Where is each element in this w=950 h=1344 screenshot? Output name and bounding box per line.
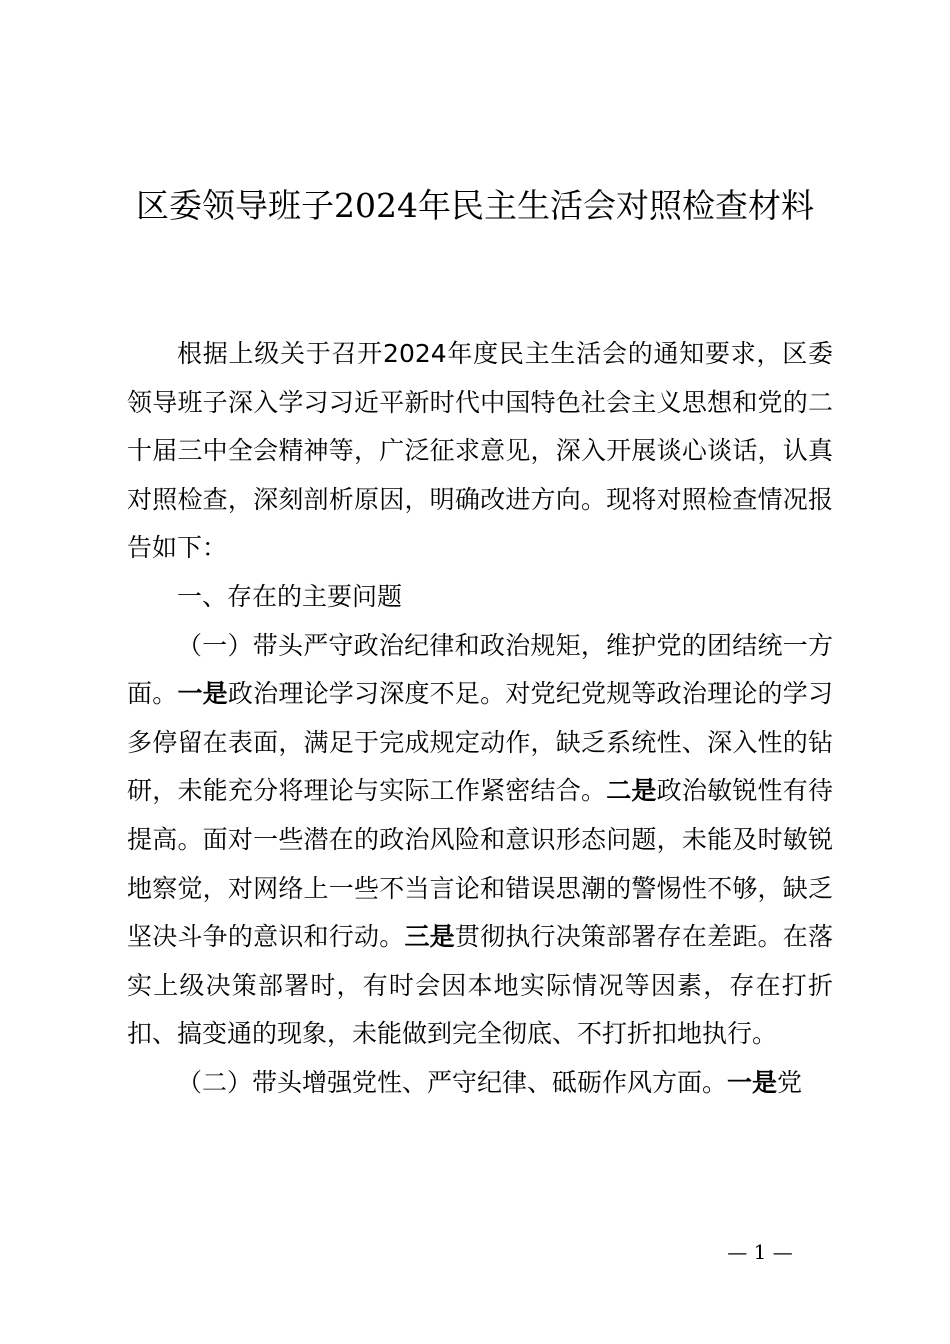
item-1-point-1-label: 一是 — [177, 679, 228, 709]
item-2-heading: （二）带头增强党性、严守纪律、砥砺作风方面。 — [177, 1067, 728, 1097]
item-2-point-1-text: 党 — [777, 1067, 803, 1097]
item-1-point-2-label: 二是 — [606, 776, 657, 806]
intro-paragraph: 根据上级关于召开2024年度民主生活会的通知要求，区委领导班子深入学习习近平新时代中国特色社会主义思想和党的二十届三中全会精神等，广泛征求意见，深入开展谈心谈话，认真对照检查，深刻剖析原因，明确改进方向。现将对照检查情况报告如下： — [127, 339, 833, 563]
item-1-point-2-text: 政治敏锐性有待提高。面对一些潜在的政治风险和意识形态问题，未能及时敏锐地察觉，对网络上一些不当言论和错误思潮的警惕性不够，缺乏坚决斗争的意识和行动。 — [127, 776, 833, 952]
document-body — [127, 330, 833, 1108]
item-1-point-1-text: 政治理论学习深度不足。对党纪党规等政治理论的学习多停留在表面，满足于完成规定动作，缺乏系统性、深入性的钻研，未能充分将理论与实际工作紧密结合。 — [127, 679, 833, 806]
page-number: — 1 — — [727, 1240, 793, 1264]
section-heading: 一、存在的主要问题 — [177, 581, 403, 611]
document-title: 区委领导班子2024年民主生活会对照检查材料 — [136, 186, 814, 225]
item-1-point-3-label: 三是 — [404, 922, 455, 952]
item-2-paragraph — [127, 1059, 833, 1108]
item-1-paragraph — [127, 622, 833, 1059]
item-1-heading: （一）带头严守政治纪律和政治规矩，维护党的团结统一方面。 — [127, 630, 833, 709]
item-1-point-3-text: 贯彻执行决策部署存在差距。在落实上级决策部署时，有时会因本地实际情况等因素，存在打折扣、搞变通的现象，未能做到完全彻底、不打折扣地执行。 — [127, 922, 833, 1049]
item-2-point-1-label: 一是 — [727, 1067, 778, 1097]
